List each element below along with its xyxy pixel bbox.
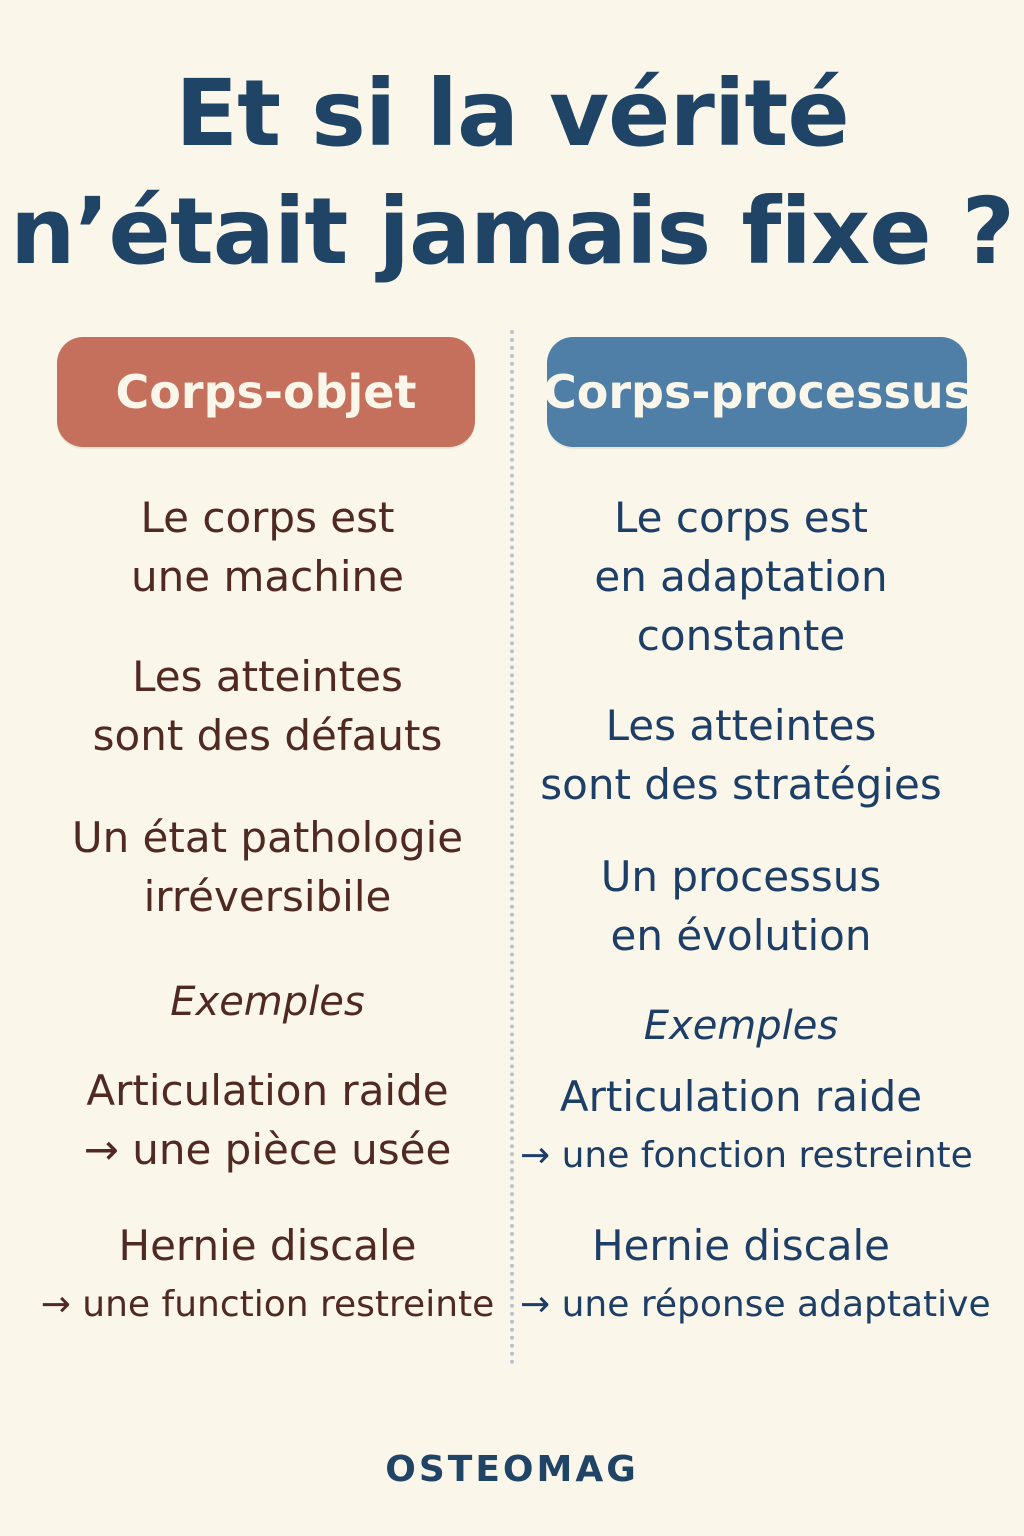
- left-example-hernie: [30, 1216, 505, 1334]
- right-item-2-line-2: sont des stratégies: [540, 760, 942, 809]
- right-example-1-line-2: → une fonction restreinte: [520, 1135, 973, 1176]
- right-item-1-line-2: en adaptation: [594, 552, 888, 601]
- left-item-2-line-2: sont des défauts: [92, 711, 443, 760]
- left-example-1-line-1: Articulation raide: [86, 1066, 449, 1115]
- right-item-1-line-3: constante: [636, 611, 846, 660]
- left-item-machine: [30, 488, 505, 606]
- corps-processus-header: Corps-processus: [547, 337, 967, 447]
- right-example-articulation: [520, 1067, 973, 1185]
- left-example-2-line-1: Hernie discale: [118, 1221, 417, 1270]
- right-example-2-line-1: Hernie discale: [592, 1221, 890, 1270]
- corps-objet-header: Corps-objet: [57, 337, 475, 447]
- title-line-1: Et si la vérité: [175, 60, 849, 167]
- title-line-2: n’était jamais fixe ?: [9, 178, 1015, 285]
- page-title: [0, 55, 1024, 291]
- left-item-1-line-2: une machine: [131, 552, 404, 601]
- left-item-defauts: [30, 647, 505, 765]
- left-item-1-line-1: Le corps est: [140, 493, 395, 542]
- right-example-2-line-2: → une réponse adaptative: [520, 1284, 991, 1325]
- column-divider: [510, 330, 514, 1365]
- left-item-2-line-1: Les atteintes: [132, 652, 403, 701]
- right-item-2-line-1: Les atteintes: [605, 701, 877, 750]
- right-item-strategies: [520, 696, 962, 814]
- right-item-adaptation: [520, 488, 962, 665]
- left-example-1-line-2: → une pièce usée: [83, 1125, 452, 1174]
- right-example-1-line-1: Articulation raide: [559, 1072, 923, 1121]
- left-item-3-line-2: irréversibile: [143, 872, 392, 921]
- left-examples-label: Exemples: [170, 979, 365, 1025]
- right-example-hernie: [520, 1216, 991, 1334]
- right-item-3-line-2: en évolution: [610, 911, 872, 960]
- left-example-2-line-2: → une function restreinte: [40, 1284, 495, 1325]
- right-examples-label: Exemples: [643, 1003, 839, 1049]
- brand-logo: OSTEOMAG: [385, 1449, 639, 1490]
- left-item-3-line-1: Un état pathologie: [71, 813, 464, 862]
- left-example-articulation: [30, 1061, 505, 1179]
- left-item-pathologie: [30, 808, 505, 926]
- right-item-3-line-1: Un processus: [600, 852, 882, 901]
- right-item-1-line-1: Le corps est: [614, 493, 868, 542]
- right-item-evolution: [520, 847, 962, 965]
